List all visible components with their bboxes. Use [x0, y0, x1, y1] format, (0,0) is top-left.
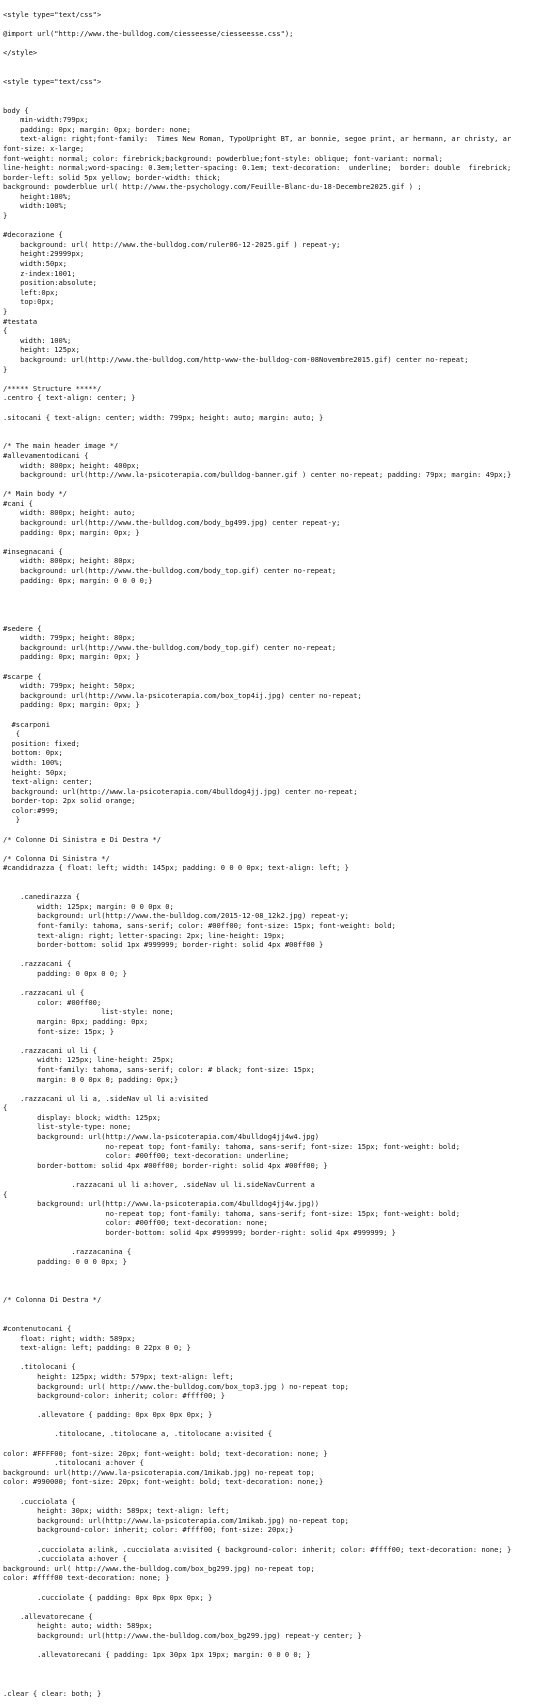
code-line: /* Main body */ — [3, 489, 68, 499]
code-line: { — [3, 729, 21, 739]
code-line: } — [3, 307, 8, 316]
code-line: padding: 0px; margin: 0px; } — [3, 652, 140, 662]
code-line: .cucciolata a:link, .cucciolata a:visited { background-color: inherit; color: #ffff00; text-decoration: none; } — [3, 1544, 512, 1554]
code-line: .cucciolata a:hover { — [3, 1554, 127, 1564]
code-line: color:#999; — [3, 805, 59, 815]
code-line: font-family: tahoma, sans-serif; color: # black; font-size: 15px; — [3, 1064, 315, 1074]
code-line: font-size: 15px; } — [3, 1026, 115, 1036]
code-line: padding: 0px; margin: 0px; } — [3, 700, 140, 710]
code-line: /***** Structure *****/ — [3, 383, 102, 393]
code-line: .razzacani ul { — [3, 988, 85, 998]
code-line: color: #00ff00; text-decoration: none; — [3, 1218, 268, 1228]
code-line: border-bottom: solid 4px #00ff00; border-right: solid 4px #00ff00; } — [3, 1160, 328, 1170]
code-line: height: 125px; width: 579px; text-align: left; — [3, 1371, 234, 1381]
code-line: font-weight: normal; color: firebrick;background: powderblue;font-style: oblique; font-variant: normal; — [3, 153, 443, 163]
code-line: width: 799px; height: 80px; — [3, 633, 136, 643]
code-line: border-bottom: solid 1px #999999; border-right: solid 4px #00ff00 } — [3, 940, 324, 950]
code-line: width: 100%; — [3, 335, 72, 345]
code-line: <style type="text/css"> — [3, 9, 102, 19]
code-line: } — [3, 364, 8, 374]
code-line: width: 800px; height: auto; — [3, 508, 136, 518]
code-line: width: 800px; height: 400px; — [3, 460, 140, 470]
code-line: background: url(http://www.the-bulldog.com/2015-12-08_12k2.jpg) repeat-y; — [3, 911, 349, 921]
code-line: #decorazione { — [3, 230, 63, 240]
code-line: height: auto; width: 589px; — [3, 1621, 153, 1631]
code-line: #testata — [3, 316, 38, 326]
code-line: height:100%; — [3, 191, 72, 201]
code-line: padding: 0 0 0 0px; } — [3, 1256, 127, 1266]
code-line: .sitocani { text-align: center; width: 799px; height: auto; margin: auto; } — [3, 412, 324, 422]
code-line: color: #FFFF00; font-size: 20px; font-weight: bold; text-decoration: none; } — [3, 1448, 328, 1458]
code-line: background: url( http://www.the-bulldog.com/box_bg299.jpg) no-repeat top; — [3, 1563, 315, 1573]
code-line: float: right; width: 589px; — [3, 1333, 136, 1343]
code-line: .allevatorecane { — [3, 1611, 93, 1621]
code-line: bottom: 0px; — [3, 748, 63, 758]
code-line: background: url(http://www.the-bulldog.com/body_top.gif) center no-repeat; — [3, 642, 337, 652]
code-line: </style> — [3, 47, 38, 57]
code-line: .razzacani ul li { — [3, 1045, 97, 1055]
code-line: .cucciolate { padding: 0px 0px 0px 0px; } — [3, 1592, 213, 1602]
code-line: .clear { clear: both; } — [3, 1688, 102, 1698]
code-line: .allevatore { padding: 0px 0px 0px 0px; } — [3, 1410, 213, 1420]
code-line: background: url(http://www.la-psicoterapia.com/4bulldog4jj4w.jpg)) — [3, 1199, 320, 1209]
code-line: border-top: 2px solid orange; — [3, 796, 136, 806]
code-line: #contenutocani { — [3, 1323, 72, 1333]
code-line: .razzacanina { — [3, 1247, 132, 1257]
code-line: <style type="text/css"> — [3, 76, 102, 86]
code-line: background: url(http://www.the-bulldog.com/body_bg499.jpg) center repeat-y; — [3, 518, 341, 528]
code-line: font-family: tahoma, sans-serif; color: #00ff00; font-size: 15px; font-weight: bold; — [3, 921, 396, 930]
code-line: .titolocani a:hover { — [3, 1458, 144, 1468]
code-line: list-style: none; — [3, 1007, 174, 1017]
code-line: height: 50px; — [3, 767, 68, 777]
code-line: text-align: right; letter-spacing: 2px; line-height: 19px; — [3, 930, 285, 940]
code-line: background: url( http://www.the-bulldog.com/box_top3.jpg ) no-repeat top; — [3, 1381, 349, 1391]
code-line: background-color: inherit; color: #ffff00; font-size: 20px;} — [3, 1525, 294, 1535]
code-line: #sedere { — [3, 623, 42, 633]
code-line: width: 799px; height: 50px; — [3, 681, 136, 691]
code-line: } — [3, 211, 8, 221]
code-line: margin: 0px; padding: 0px; — [3, 1016, 149, 1026]
code-line: #candidrazza { float: left; width: 145px; padding: 0 0 0 0px; text-align: left; } — [3, 863, 349, 873]
code-line: .titolocani { — [3, 1362, 76, 1372]
code-line: /* The main header image */ — [3, 441, 119, 451]
code-line: { — [3, 326, 8, 336]
code-line: height: 30px; width: 589px; text-align: left; — [3, 1506, 230, 1516]
code-line: left:0px; — [3, 287, 59, 297]
code-line: #scarponi — [3, 719, 50, 729]
code-line: color: #00ff00; — [3, 997, 102, 1007]
code-line: width: 800px; height: 80px; — [3, 556, 136, 566]
code-line: no-repeat top; font-family: tahoma, sans-serif; font-size: 15px; font-weight: bold; — [3, 1141, 460, 1151]
code-line: padding: 0px; margin: 0px; border: none; — [3, 124, 191, 134]
code-line: /* Colonna Di Destra */ — [3, 1295, 102, 1305]
code-line: text-align: left; padding: 0 22px 0 0; } — [3, 1343, 191, 1353]
code-line: .titolocane, .titolocane a, .titolocane a:visited { — [3, 1429, 273, 1439]
code-line: padding: 0px; margin: 0px; } — [3, 527, 140, 537]
code-line: no-repeat top; font-family: tahoma, sans-serif; font-size: 15px; font-weight: bold; — [3, 1208, 460, 1218]
code-line: background: url(http://www.the-bulldog.com/body_top.gif) center no-repeat; — [3, 566, 337, 576]
code-line: #cani { — [3, 498, 33, 508]
css-source-text — [3, 0, 537, 1708]
code-line: width: 125px; line-height: 25px; — [3, 1055, 174, 1065]
code-line: padding: 0px; margin: 0 0 0 0;} — [3, 575, 153, 585]
code-line: } — [3, 815, 21, 825]
code-line: .razzacani { — [3, 959, 72, 969]
code-line: text-align: center; — [3, 777, 93, 787]
code-line: background: url(http://www.the-bulldog.com/http-www-the-bulldog-com-08Novembre2015.gif) center no-repeat; — [3, 354, 469, 364]
code-line: background: powderblue url( http://www.the-psychology.com/Feuille-Blanc-du-18-Decembre2025.gif ) ; — [3, 182, 422, 192]
code-line: background: url(http://www.la-psicoterapia.com/1mikab.jpg) no-repeat top; — [3, 1467, 315, 1477]
code-line: .canedirazza { — [3, 892, 80, 902]
code-line: background-color: inherit; color: #ffff00; } — [3, 1391, 226, 1401]
code-line: border-left: solid 5px yellow; border-width: thick; — [3, 172, 221, 182]
code-line: /* Colonne Di Sinistra e Di Destra */ — [3, 834, 162, 844]
code-line: background: url(http://www.la-psicoterapia.com/4bulldog4jj.jpg) center no-repeat; — [3, 786, 358, 796]
code-line: display: block; width: 125px; — [3, 1112, 162, 1122]
code-line: width:100%; — [3, 201, 68, 211]
code-line: .allevatorecani { padding: 1px 30px 1px 19px; margin: 0 0 0 0; } — [3, 1650, 311, 1660]
code-line: padding: 0 0px 0 0; } — [3, 968, 127, 978]
code-line: text-align: right;font-family: Times New Roman, TypoUpright BT, ar bonnie, segoe print, ar hermann, ar christy, ar — [3, 134, 512, 144]
code-line: width: 100%; — [3, 757, 63, 767]
code-line: height: 125px; — [3, 345, 80, 355]
code-line: background: url(http://www.la-psicoterapia.com/box_top4ij.jpg) center no-repeat; — [3, 690, 362, 700]
source-code-view — [3, 0, 537, 1698]
code-line: z-index:1001; — [3, 268, 76, 278]
code-line: background: url(http://www.la-psicoterapia.com/1mikab.jpg) no-repeat top; — [3, 1515, 349, 1525]
code-line: background: url( http://www.the-bulldog.com/ruler06-12-2025.gif ) repeat-y; — [3, 239, 341, 249]
code-line: .razzacani ul li a:hover, .sideNav ul li.sideNavCurrent a — [3, 1180, 315, 1190]
code-line: #allevamentodicani { — [3, 450, 89, 460]
code-line: { — [3, 1189, 8, 1199]
code-line: width: 125px; margin: 0 0 0px 0; — [3, 901, 174, 911]
code-line: { — [3, 1103, 8, 1113]
code-line: .cucciolata { — [3, 1496, 76, 1506]
code-line: color: #990000; font-size: 20px; font-weight: bold; text-decoration: none;} — [3, 1477, 324, 1487]
code-line: position: fixed; — [3, 738, 80, 748]
code-line: list-style-type: none; — [3, 1122, 132, 1132]
code-line: background: url(http://www.la-psicoterapia.com/4bulldog4jj4w4.jpg) — [3, 1132, 320, 1142]
code-line: min-width:799px; — [3, 115, 89, 125]
code-line: /* Colonna Di Sinistra */ — [3, 853, 110, 863]
code-line: background: url(http://www.the-bulldog.com/box_bg299.jpg) repeat-y center; } — [3, 1630, 362, 1640]
code-line: line-height: normal;word-spacing: 0.3em;letter-spacing: 0.1em; text-decoration: underline; border: double firebrick; — [3, 163, 512, 173]
code-line: color: #00ff00; text-decoration: underline; — [3, 1151, 290, 1161]
code-line: height:29999px; — [3, 249, 85, 259]
code-line: width:50px; — [3, 259, 68, 269]
code-line: font-size: x-large; — [3, 143, 85, 153]
code-line: body { — [3, 105, 29, 115]
code-line: .razzacani ul li a, .sideNav ul li a:visited — [3, 1093, 208, 1103]
code-line: background: url(http://www.la-psicoterapia.com/bulldog-banner.gif ) center no-repeat; padding: 79px; margin: 49px;} — [3, 470, 512, 480]
code-line: #insegnacani { — [3, 546, 63, 556]
code-line: .centro { text-align: center; } — [3, 393, 136, 403]
code-line: @import url("http://www.the-bulldog.com/ciesseesse/ciesseesse.css"); — [3, 28, 294, 38]
code-line: color: #ffff00 text-decoration: none; } — [3, 1573, 170, 1583]
code-line: margin: 0 0 0px 0; padding: 0px;} — [3, 1074, 179, 1084]
code-line: border-bottom: solid 4px #999999; border-right: solid 4px #999999; } — [3, 1228, 396, 1237]
code-line: #scarpe { — [3, 671, 42, 681]
code-line: position:absolute; — [3, 278, 97, 288]
code-line: top:0px; — [3, 297, 55, 307]
